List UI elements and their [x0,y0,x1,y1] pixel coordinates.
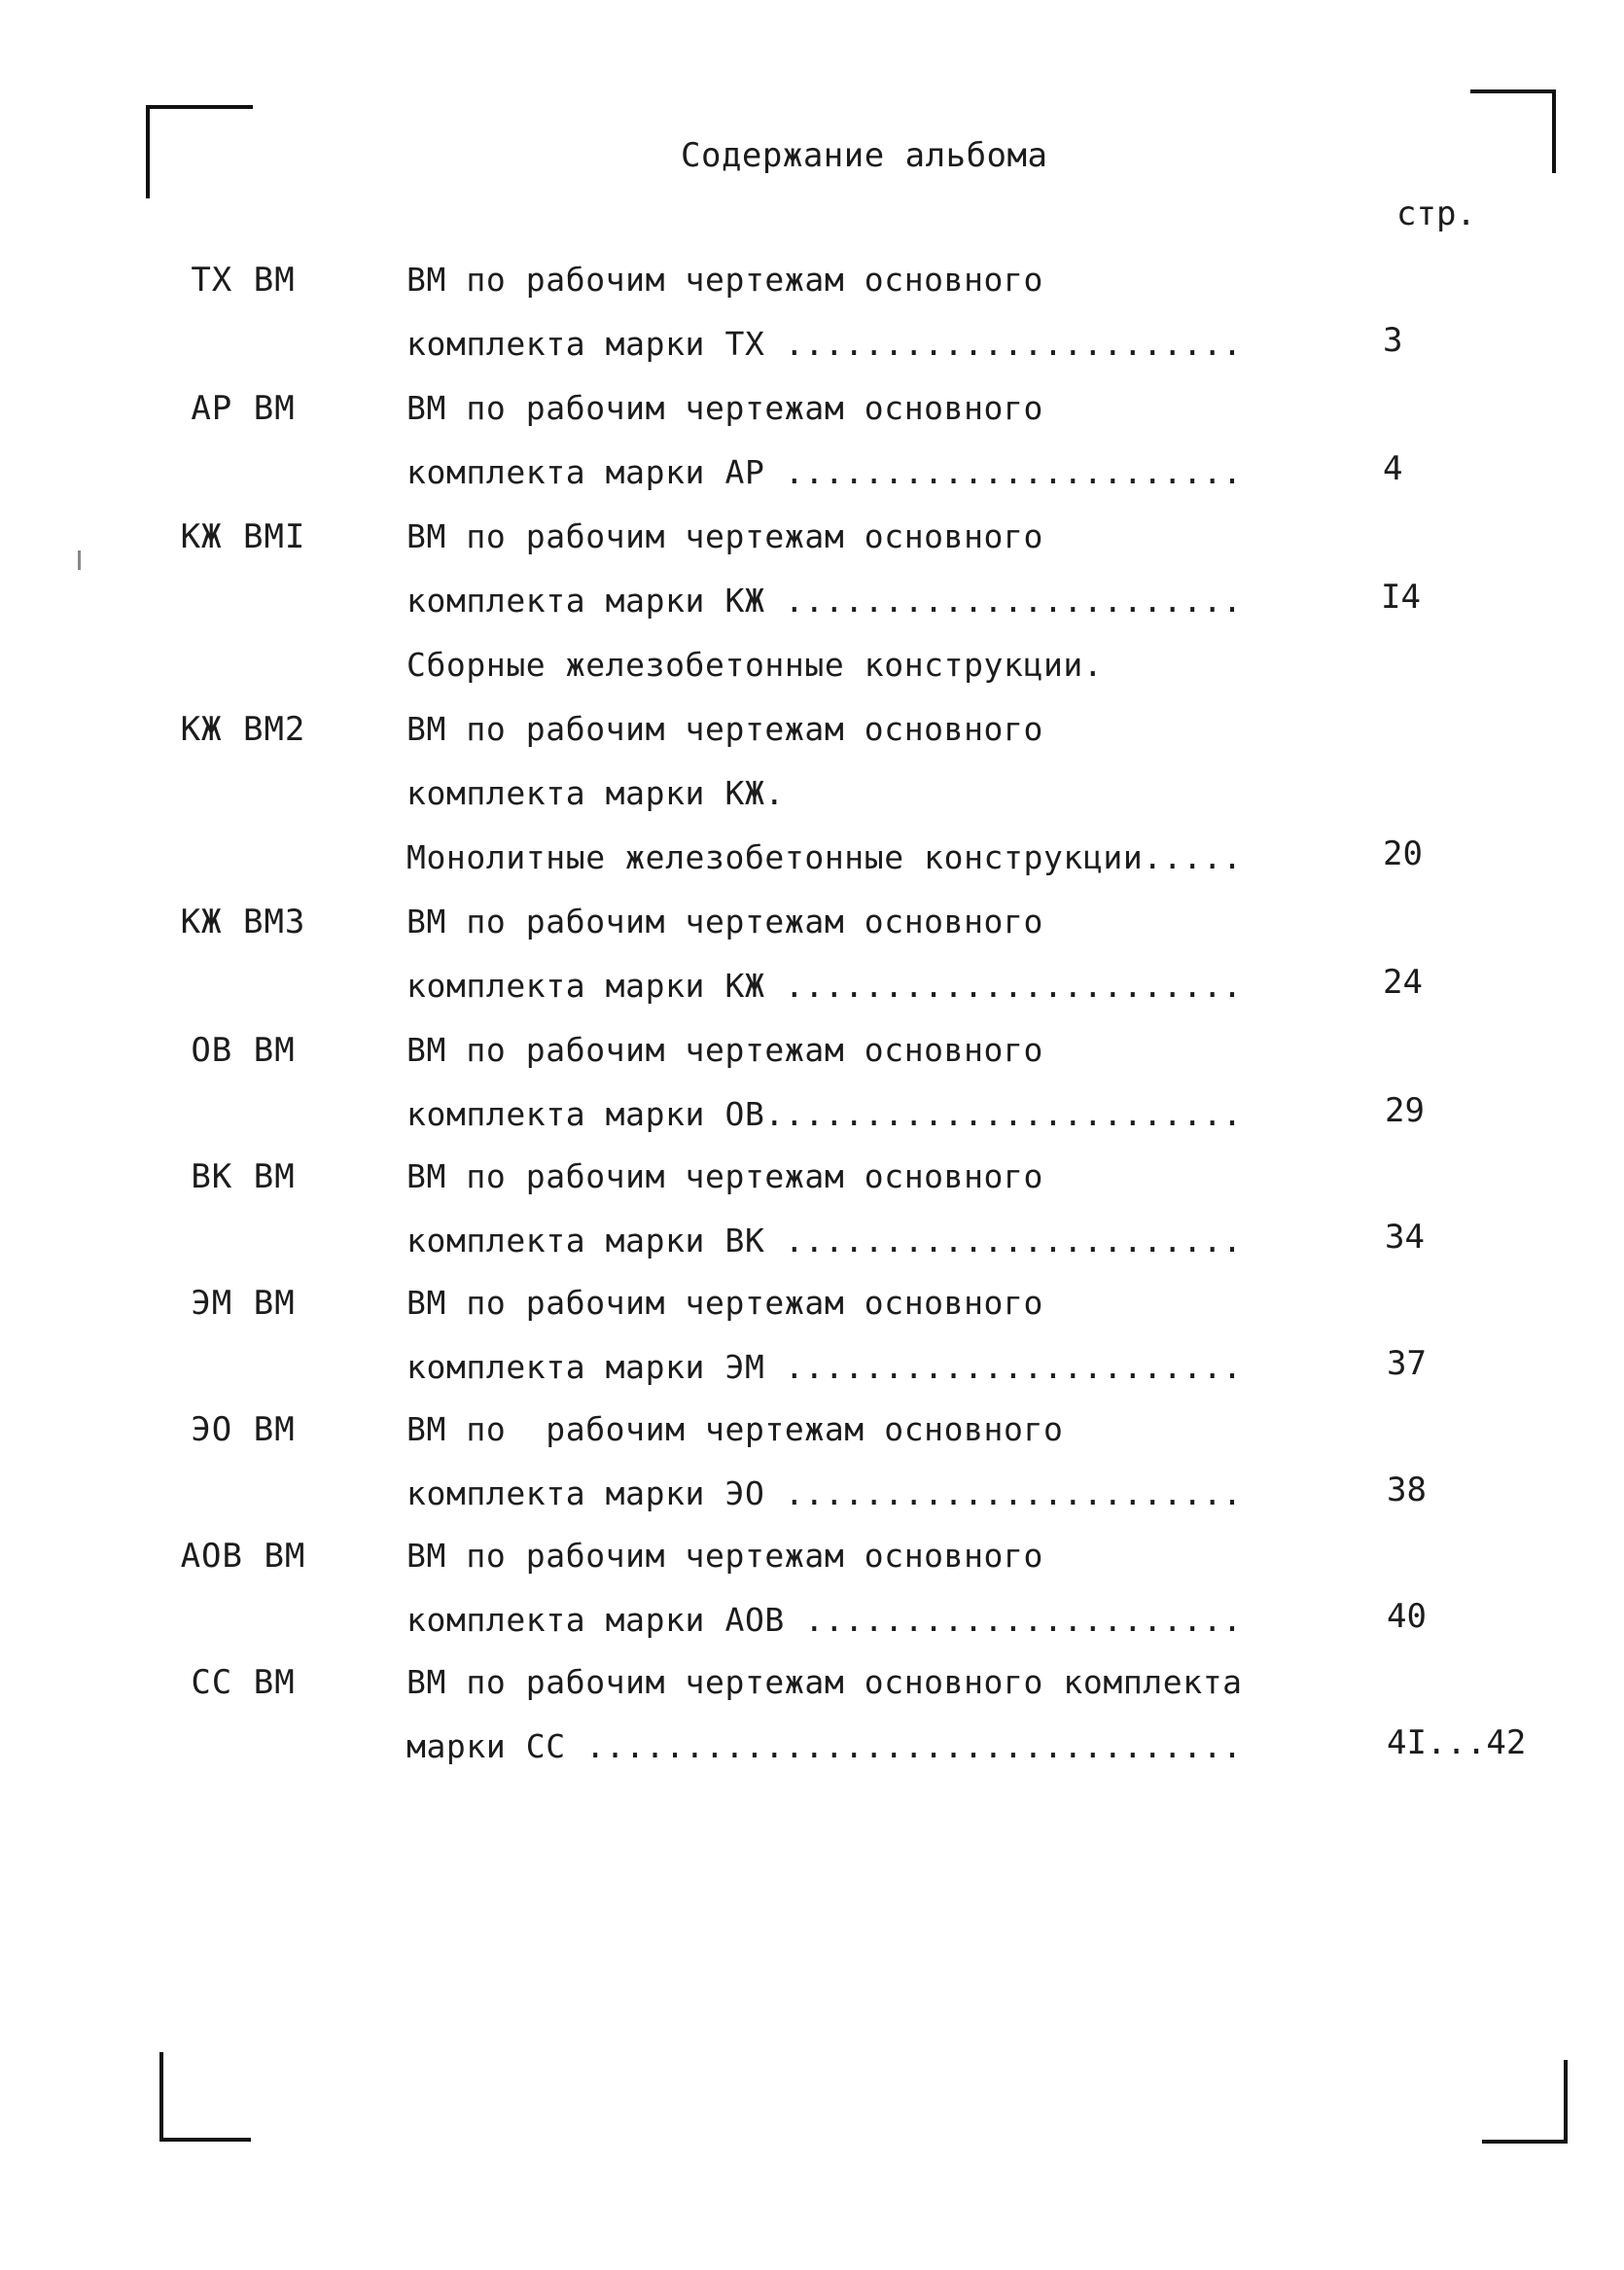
entry-line: ВМ по рабочим чертежам основного [406,1157,1043,1195]
entry-page-number: 40 [1387,1597,1427,1636]
corner-mark-top-right [1470,89,1556,173]
entry-line: комплекта марки КЖ ....................... [406,582,1243,620]
corner-mark-bottom-right [1482,2060,1568,2144]
scan-artifact [78,550,81,570]
entry-line: комплекта марки ВК ....................... [406,1222,1243,1259]
entry-code: ТХ ВМ [191,261,296,300]
entry-code: ЭО ВМ [191,1410,296,1449]
entry-code: ВК ВМ [191,1157,296,1196]
entry-line: ВМ по рабочим чертежам основного [406,1537,1043,1575]
entry-page-number: 20 [1383,834,1423,873]
entry-line: комплекта марки АР ....................... [406,453,1243,491]
entry-line: Монолитные железобетонные конструкции..... [406,838,1243,876]
page-title: Содержание альбома [681,136,1048,175]
corner-mark-top-left [146,105,253,198]
entry-line: ВМ по рабочим чертежам основного [406,389,1043,427]
entry-page-number: 4 [1383,449,1403,488]
entry-line: ВМ по рабочим чертежам основного [406,1410,1064,1448]
entry-page-number: 29 [1385,1091,1425,1130]
entry-line: ВМ по рабочим чертежам основного [406,261,1043,299]
entry-page-number: I4 [1381,578,1421,617]
entry-line: ВМ по рабочим чертежам основного [406,1031,1043,1069]
entry-code: КЖ ВМI [180,517,306,556]
entry-line: Сборные железобетонные конструкции. [406,646,1104,684]
entry-code: АОВ ВМ [180,1537,306,1576]
entry-line: ВМ по рабочим чертежам основного [406,710,1043,748]
entry-page-number: 24 [1383,963,1423,1002]
entry-line: комплекта марки ТХ ....................... [406,325,1243,363]
entry-line: комплекта марки ЭО ....................... [406,1474,1243,1512]
entry-line: комплекта марки КЖ ....................... [406,967,1243,1005]
entry-code: КЖ ВМ2 [180,710,306,749]
entry-page-number: 37 [1387,1344,1427,1383]
entry-page-number: 38 [1387,1471,1427,1509]
entry-line: комплекта марки ОВ........................ [406,1095,1243,1133]
entry-line: ВМ по рабочим чертежам основного [406,1284,1043,1322]
entry-code: КЖ ВМ3 [180,903,306,941]
entry-line: ВМ по рабочим чертежам основного комплекта [406,1663,1243,1701]
page-column-header: стр. [1396,195,1476,233]
entry-line: комплекта марки АОВ ...................... [406,1601,1243,1639]
entry-page-number: 3 [1383,321,1403,360]
entry-page-number: 4I...42 [1387,1723,1527,1762]
entry-page-number: 34 [1385,1218,1425,1257]
entry-code: АР ВМ [191,389,296,428]
entry-line: ВМ по рабочим чертежам основного [406,903,1043,940]
entry-code: ОВ ВМ [191,1031,296,1070]
entry-line: марки СС ................................. [406,1727,1243,1765]
entry-line: ВМ по рабочим чертежам основного [406,517,1043,555]
corner-mark-bottom-left [159,2052,251,2142]
entry-line: комплекта марки КЖ. [406,774,785,812]
entry-code: СС ВМ [191,1663,296,1702]
entry-code: ЭМ ВМ [191,1284,296,1323]
entry-line: комплекта марки ЭМ ....................... [406,1348,1243,1386]
